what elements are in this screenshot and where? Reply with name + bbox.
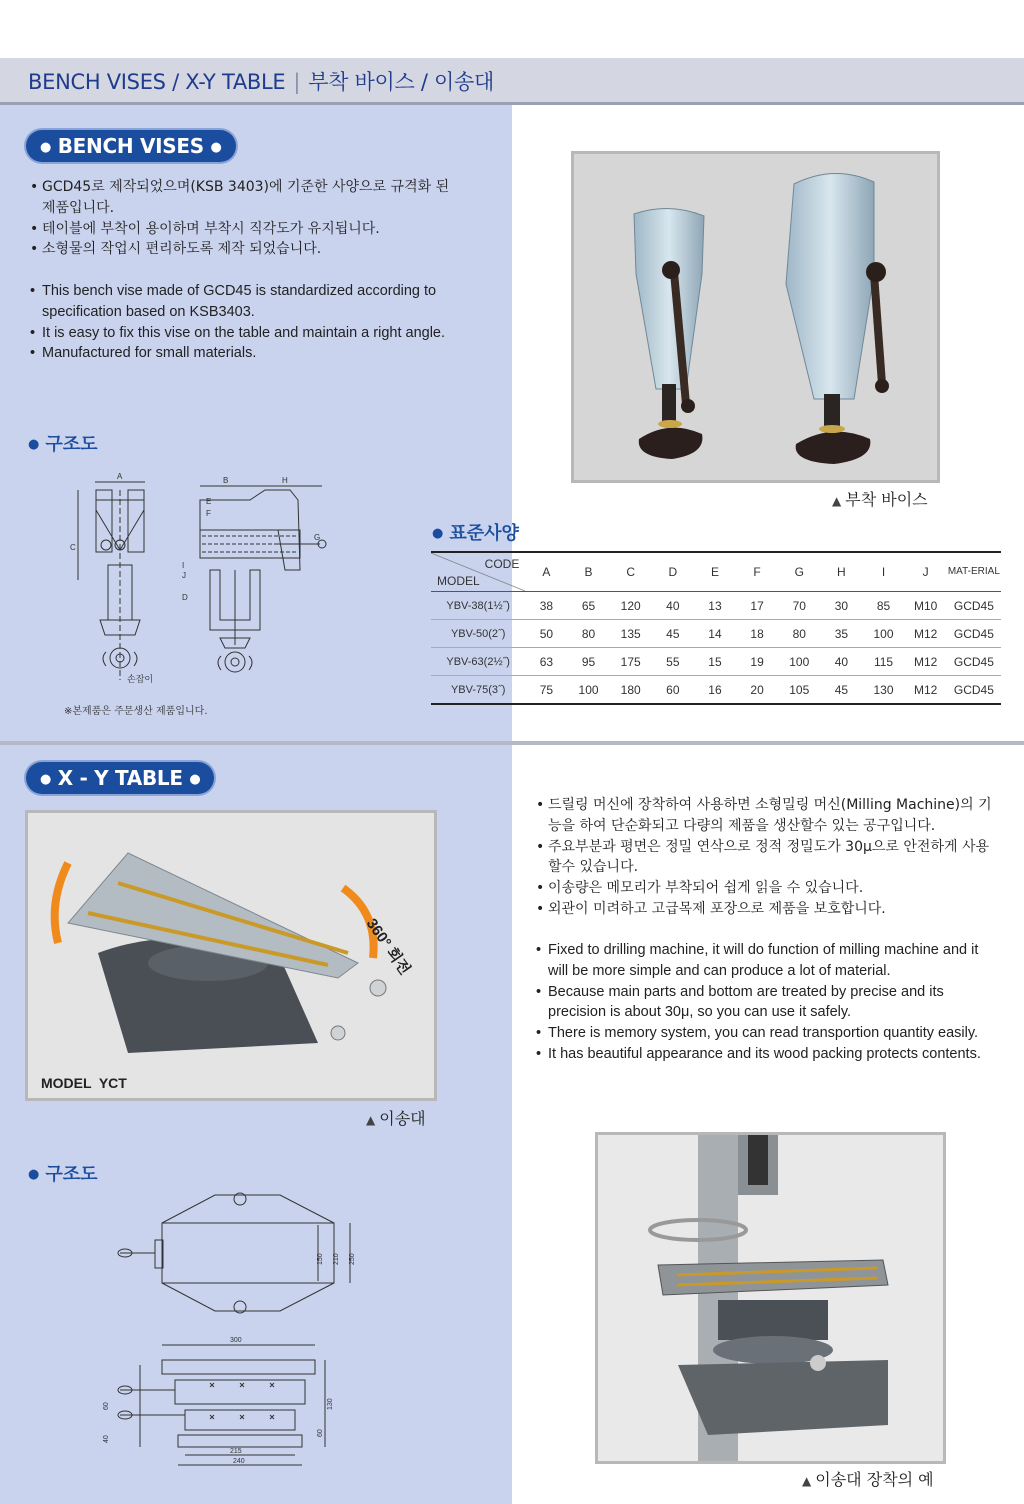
xy-mount-caption: ▲ 이송대 장착의 예 [802, 1470, 934, 1489]
table-cell: 100 [578, 682, 599, 697]
triangle-up-icon: ▲ [366, 1113, 376, 1127]
list-item: • It is easy to fix this vise on the table and maintain a right angle. [30, 323, 458, 344]
dim-label-e: E [206, 497, 212, 506]
list-item: • This bench vise made of GCD45 is standardized according to specification based on KSB3403. [30, 281, 458, 323]
triangle-up-icon: ▲ [832, 494, 842, 508]
table-header-row [431, 552, 1001, 592]
column-header: F [753, 565, 761, 579]
table-cell: 20 [750, 682, 764, 697]
bench-vise-illustration [574, 154, 937, 480]
list-item: • There is memory system, you can read transportion quantity easily. [536, 1023, 998, 1044]
column-header: MAT-ERIAL [947, 566, 1000, 577]
bench-vises-desc-en [30, 281, 458, 364]
table-cell: M12 [913, 682, 938, 697]
bullet-dot-icon: ● [210, 140, 222, 155]
table-cell: 100 [873, 626, 894, 641]
table-cell: M10 [913, 598, 938, 613]
table-cell: 30 [834, 598, 849, 613]
triangle-up-icon: ▲ [802, 1474, 812, 1488]
drawing-note: ※본제품은 주문생산 제품입니다. [64, 706, 208, 717]
table-row [431, 676, 1001, 705]
spec-table-body [431, 592, 1001, 705]
bench-vise-photo [571, 151, 940, 483]
column-header: G [794, 565, 804, 579]
table-cell: 40 [834, 654, 849, 669]
badge-label: X - Y TABLE [57, 766, 183, 790]
dim-label-c: C [70, 543, 76, 552]
list-item: • 외관이 미려하고 고급목제 포장으로 제품을 보호합니다. [536, 899, 998, 920]
table-row [431, 592, 1001, 620]
table-cell: 60 [666, 682, 680, 697]
list-item: • 테이블에 부착이 용이하며 부착시 직각도가 유지됩니다. [30, 219, 458, 240]
xy-photo-model: MODEL YCT [41, 1075, 127, 1091]
table-cell: 70 [792, 598, 806, 613]
table-cell: 17 [750, 598, 764, 613]
table-cell: 63 [539, 654, 554, 669]
table-cell: 115 [873, 654, 894, 669]
list-item: • It has beautiful appearance and its wood packing protects contents. [536, 1044, 998, 1065]
table-cell: 80 [792, 626, 806, 641]
bench-vises-badge [26, 130, 236, 162]
rotation-label: 360° 회전 [362, 915, 414, 978]
title-ko: 부착 바이스 / 이송대 [308, 70, 494, 94]
table-cell: 85 [876, 598, 891, 613]
bench-vises-desc-ko [30, 177, 458, 260]
table-cell: 105 [789, 682, 810, 697]
xy-structure-heading: ● 구조도 [28, 1164, 98, 1185]
table-cell: 175 [620, 654, 641, 669]
model-cell: YBV-50(2˝) [450, 627, 506, 640]
svg-text:130: 130 [327, 1398, 334, 1410]
list-item: • Because main parts and bottom are treated by precise and its precision is about 30μ, so you can use it safely. [536, 982, 998, 1024]
bullet-dot-icon: ● [189, 772, 201, 787]
xy-table-photo [25, 810, 437, 1101]
svg-text:240: 240 [233, 1458, 245, 1465]
column-header: J [922, 565, 929, 579]
structure-heading: ● 구조도 [28, 434, 98, 455]
column-header: I [881, 565, 886, 579]
svg-text:250: 250 [349, 1253, 356, 1265]
table-cell: 14 [708, 626, 722, 641]
table-row [431, 648, 1001, 676]
xy-table-desc-ko [536, 795, 998, 920]
list-item: • Fixed to drilling machine, it will do function of milling machine and it will be more simple and can produce a lot of material. [536, 940, 998, 982]
dim-label-f: F [206, 509, 211, 518]
table-cell: 65 [581, 598, 596, 613]
xy-mount-photo [595, 1132, 946, 1464]
code-model-header: CODE MODEL [431, 552, 525, 592]
svg-text:215: 215 [230, 1448, 242, 1455]
table-cell: 38 [539, 598, 554, 613]
table-cell: GCD45 [953, 682, 994, 697]
title-en: BENCH VISES / X-Y TABLE [28, 70, 286, 94]
table-cell: 180 [620, 682, 641, 697]
list-item: • 이송량은 메모리가 부착되어 쉽게 읽을 수 있습니다. [536, 878, 998, 899]
column-header: C [626, 565, 636, 579]
table-cell: 15 [708, 654, 722, 669]
table-cell: GCD45 [953, 598, 994, 613]
bullet-dot-icon: ● [432, 526, 444, 541]
svg-text:60: 60 [317, 1429, 324, 1437]
table-cell: 55 [666, 654, 680, 669]
spec-heading: ● 표준사양 [432, 523, 519, 544]
table-cell: 100 [789, 654, 810, 669]
model-cell: YBV-63(2½˝) [446, 655, 510, 668]
model-cell: YBV-75(3˝) [450, 683, 506, 696]
table-row [431, 620, 1001, 648]
xy-table-drawing [100, 1185, 370, 1475]
xy-table-badge [26, 762, 214, 794]
model-cell: YBV-38(1½˝) [446, 599, 510, 612]
bullet-dot-icon: ● [28, 437, 40, 452]
dim-label-j: J [182, 571, 186, 580]
dim-label-handle: 손잡이 [127, 674, 154, 684]
bullet-dot-icon: ● [40, 140, 52, 155]
column-header: E [710, 565, 719, 579]
dim-label-g: G [314, 533, 321, 542]
badge-label: BENCH VISES [57, 134, 204, 158]
table-cell: 19 [750, 654, 764, 669]
dim-label-d: D [182, 593, 188, 602]
page-title [28, 66, 494, 96]
table-cell: GCD45 [953, 654, 994, 669]
table-cell: 45 [834, 682, 849, 697]
table-cell: 75 [539, 682, 554, 697]
dim-label-b: B [223, 476, 229, 485]
dim-label-i: I [182, 561, 185, 570]
svg-text:150: 150 [317, 1253, 324, 1265]
column-header: A [542, 565, 551, 579]
list-item: • 드릴링 머신에 장착하여 사용하면 소형밀링 머신(Milling Machine)의 기능을 하여 단순화되고 다량의 제품을 생산할수 있는 공구입니다. [536, 795, 998, 837]
xy-photo-caption: ▲ 이송대 [366, 1109, 426, 1128]
list-item: • 주요부분과 평면은 정밀 연삭으로 정적 정밀도가 30μ으로 안전하게 사용할수 있습니다. [536, 837, 998, 879]
bench-vise-drawing [60, 470, 340, 690]
dim-label-a: A [117, 472, 123, 481]
table-cell: 40 [666, 598, 680, 613]
column-header: B [584, 565, 593, 579]
spec-table [431, 551, 1001, 705]
column-header: D [668, 565, 678, 579]
xy-mount-illustration [598, 1135, 943, 1461]
table-cell: M12 [913, 626, 938, 641]
list-item: • Manufactured for small materials. [30, 343, 458, 364]
svg-text:210: 210 [333, 1253, 340, 1265]
table-cell: 45 [666, 626, 680, 641]
xy-table-desc-en [536, 940, 998, 1065]
svg-text:40: 40 [103, 1435, 110, 1443]
list-item: • 소형물의 작업시 편리하도록 제작 되었습니다. [30, 239, 458, 260]
table-cell: 16 [708, 682, 722, 697]
svg-text:300: 300 [230, 1337, 242, 1344]
table-cell: 80 [581, 626, 596, 641]
column-header: H [837, 565, 846, 579]
table-cell: M12 [913, 654, 938, 669]
dim-label-h: H [282, 476, 288, 485]
xy-table-illustration [28, 813, 434, 1098]
list-item: • GCD45로 제작되었으며(KSB 3403)에 기준한 사양으로 규격화 된 제품입니다. [30, 177, 458, 219]
bullet-dot-icon: ● [40, 772, 52, 787]
table-cell: 130 [873, 682, 894, 697]
title-separator: | [293, 70, 301, 94]
table-cell: GCD45 [953, 626, 994, 641]
table-cell: 18 [750, 626, 764, 641]
table-cell: 120 [620, 598, 641, 613]
table-cell: 135 [620, 626, 641, 641]
svg-text:60: 60 [103, 1402, 110, 1410]
table-cell: 95 [581, 654, 596, 669]
table-cell: 35 [834, 626, 849, 641]
table-cell: 50 [539, 626, 554, 641]
table-cell: 13 [708, 598, 722, 613]
bullet-dot-icon: ● [28, 1167, 40, 1182]
bench-vise-photo-caption: ▲ 부착 바이스 [832, 490, 928, 509]
